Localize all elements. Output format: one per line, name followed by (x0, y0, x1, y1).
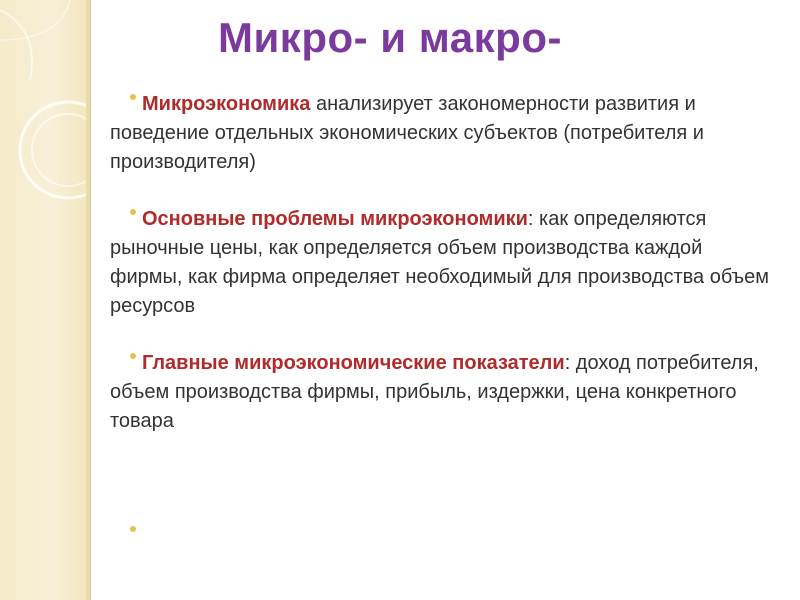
bullet-dot-icon (130, 94, 136, 100)
decorative-circles-icon (0, 0, 86, 600)
slide-title-text: Микро- и макро- (218, 14, 562, 61)
bullet-dot-icon (130, 353, 136, 359)
bullet-item-empty (130, 520, 142, 538)
bullet-dot-icon (130, 526, 136, 532)
bullet-text: анализирует закономерности развития и поведение отдельных экономических субъектов (потребителя и производителя) (110, 93, 704, 173)
bullet-text: : доход потребителя, объем производства фирмы, прибыль, издержки, цена конкретного товара (110, 352, 759, 432)
decorative-band (0, 0, 86, 600)
bullet-keyword: Микроэкономика (142, 93, 311, 115)
bullet-item-2 (110, 205, 770, 321)
bullet-keyword: Главные микроэкономические показатели (142, 352, 565, 374)
bullet-text: : как определяются рыночные цены, как определяется объем производства каждой фирмы, как фирма определяет необходимый для производства объем ресурсов (110, 208, 770, 317)
bullet-item-1 (110, 90, 770, 177)
bullet-item-3 (110, 349, 770, 436)
bullet-keyword: Основные проблемы микроэкономики (142, 208, 528, 230)
slide-title (0, 14, 800, 62)
band-edge-line (90, 0, 91, 600)
bullet-dot-icon (130, 209, 136, 215)
slide-content (110, 90, 770, 464)
